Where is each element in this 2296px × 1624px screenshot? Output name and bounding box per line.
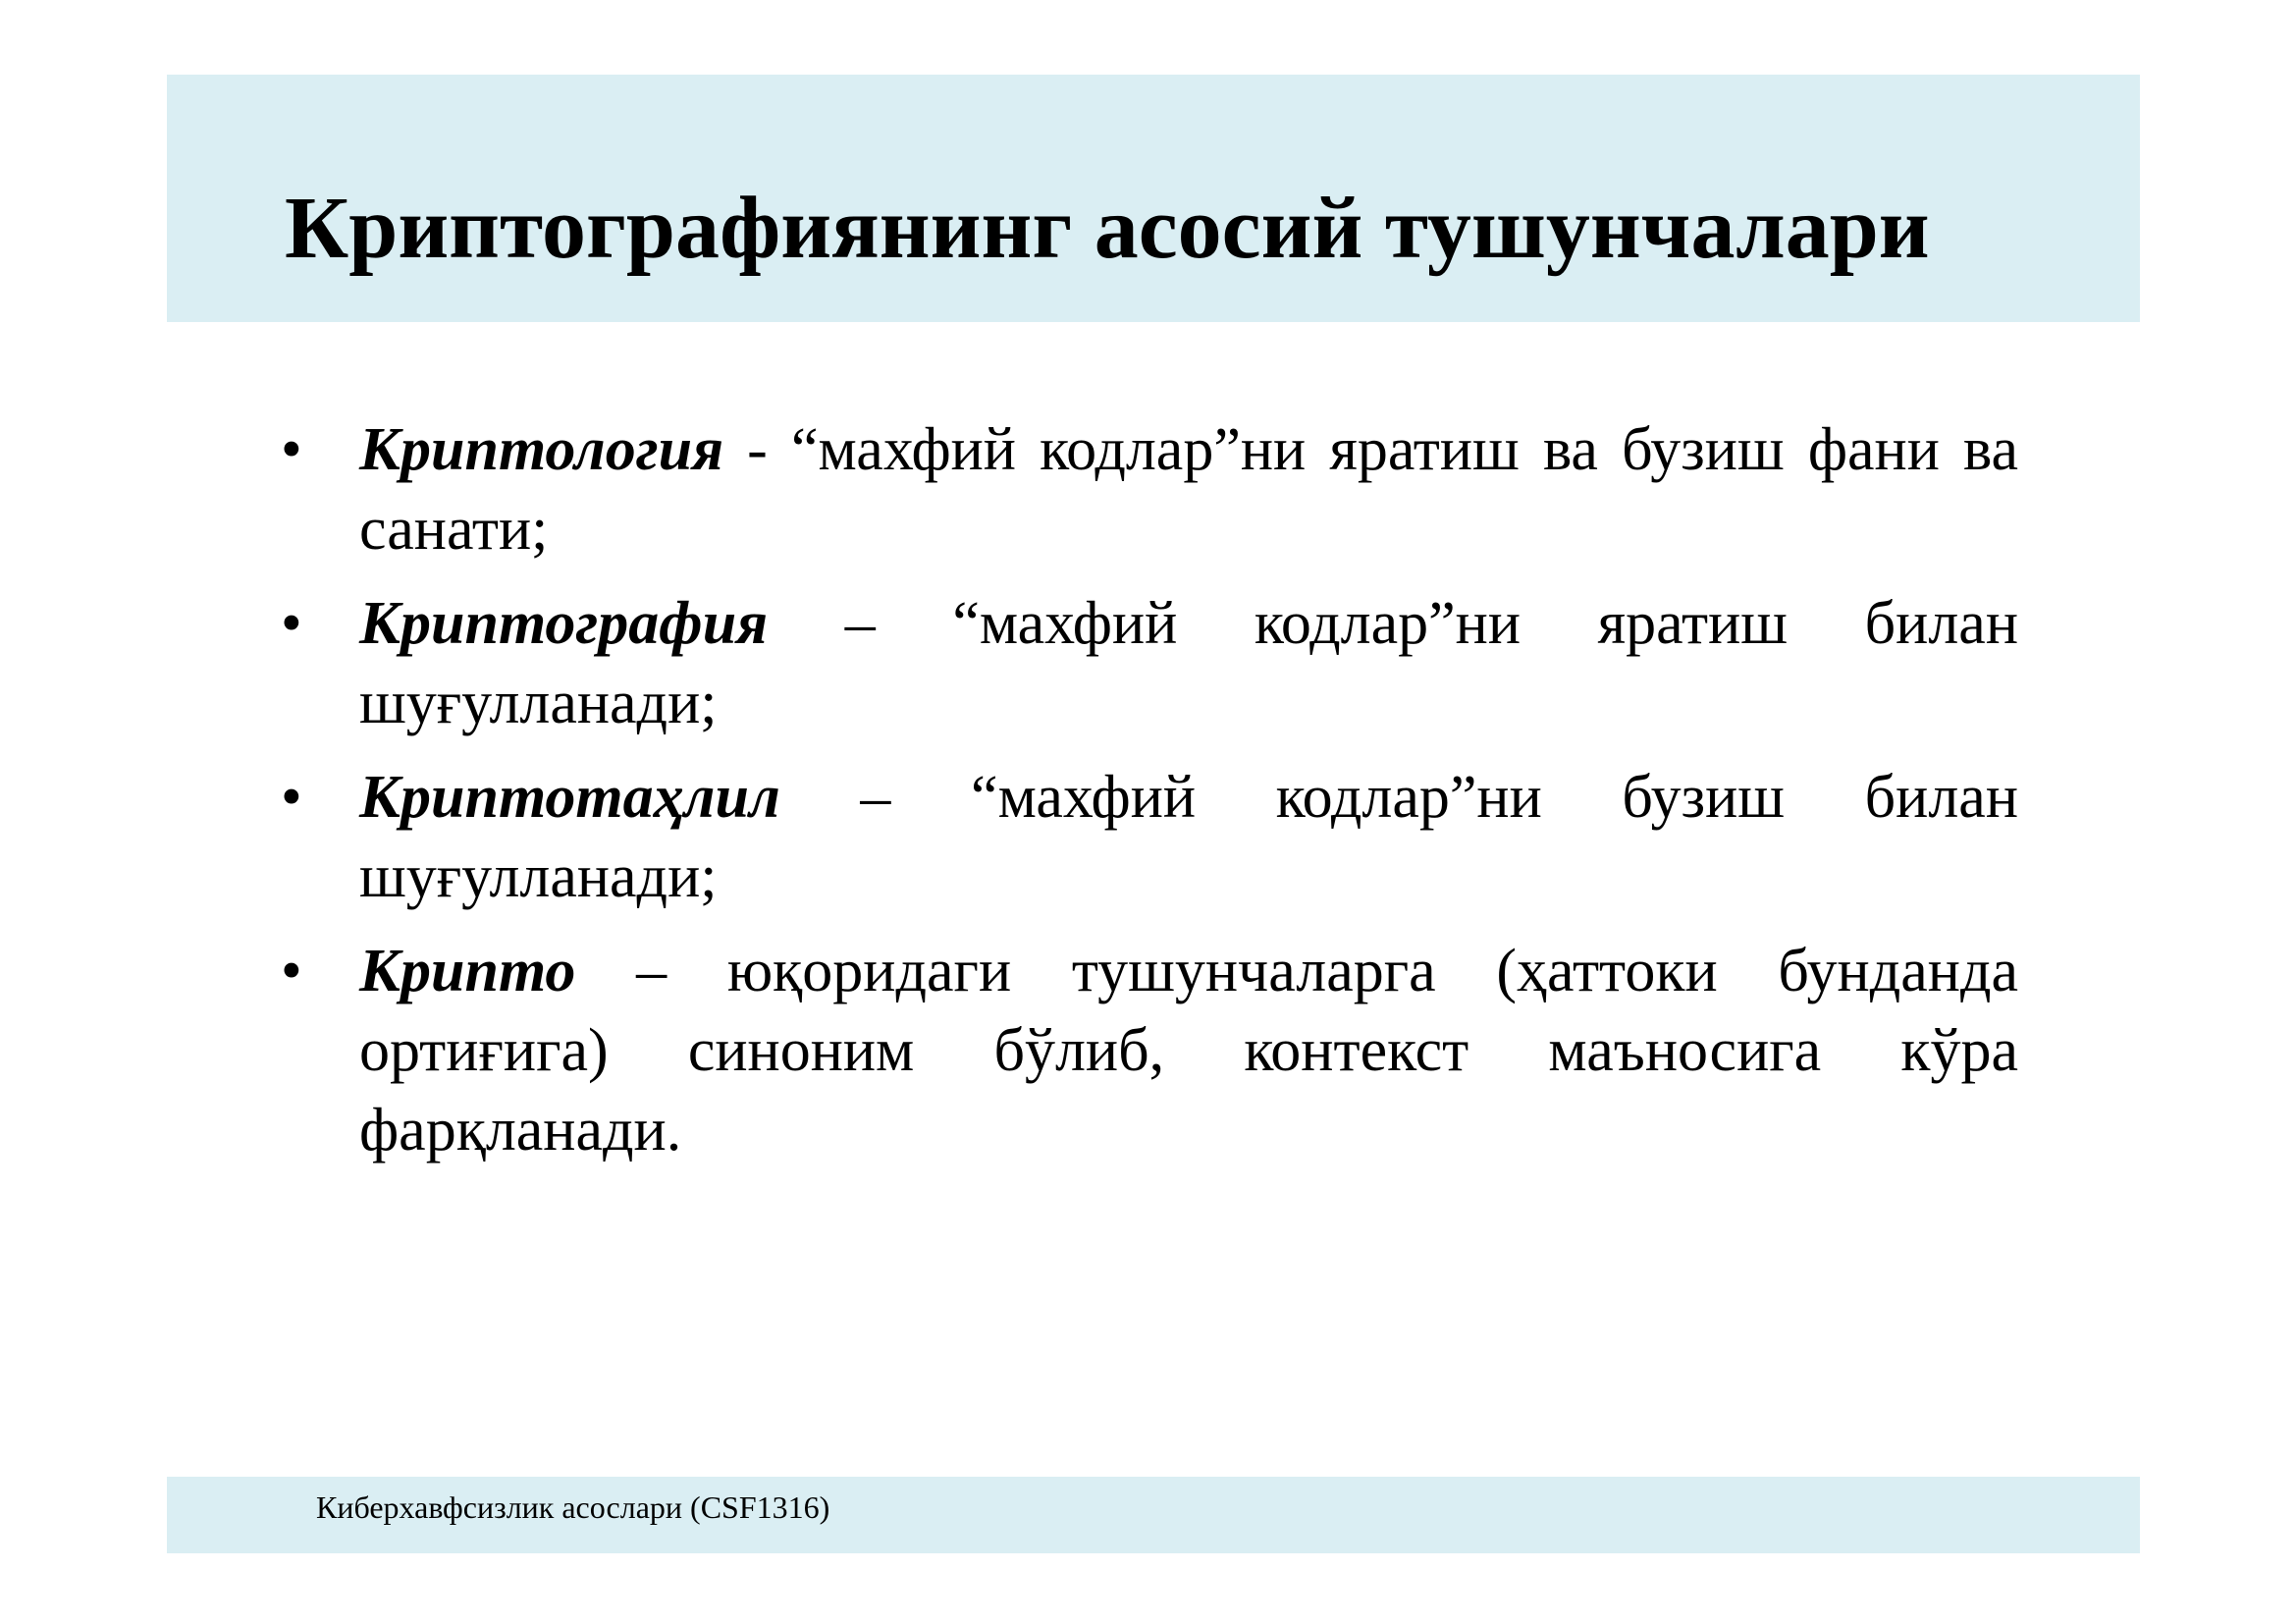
term-separator: – bbox=[575, 938, 727, 1004]
bullet-marker: • bbox=[281, 416, 302, 483]
bullet-marker: • bbox=[281, 764, 302, 831]
term-cryptology: Криптология bbox=[359, 416, 724, 483]
term-separator: – bbox=[779, 764, 972, 831]
bullet-item-crypto bbox=[281, 932, 2019, 1170]
bullet-marker: • bbox=[281, 590, 302, 657]
term-separator: – bbox=[768, 590, 953, 657]
term-cryptanalysis: Криптотаҳлил bbox=[359, 764, 780, 831]
term-crypto: Крипто bbox=[359, 938, 576, 1004]
bullet-item-cryptography bbox=[281, 584, 2018, 743]
footer-band bbox=[167, 1477, 2140, 1553]
definition-text: “махфий кодлар”ни яратиш ва бузиш фани ва санати; bbox=[359, 416, 2018, 563]
footer-course-label: Киберхавфсизлик асослари (CSF1316) bbox=[316, 1489, 830, 1525]
term-cryptography: Криптография bbox=[359, 590, 769, 657]
bullet-list bbox=[281, 410, 2019, 1185]
term-separator: - bbox=[723, 416, 791, 483]
title-band bbox=[167, 75, 2140, 322]
bullet-marker: • bbox=[281, 938, 302, 1004]
bullet-item-cryptology bbox=[281, 410, 2018, 569]
definition-text: “махфий кодлар”ни бузиш билан шуғулланади; bbox=[359, 764, 2019, 910]
slide-title: Криптографиянинг асосий тушунчалари bbox=[285, 180, 1930, 277]
definition-text: “махфий кодлар”ни яратиш билан шуғулланади; bbox=[359, 590, 2018, 736]
definition-text: юқоридаги тушунчаларга (ҳаттоки бунданда ортиғига) синоним бўлиб, контекст маъносига кўра фарқланади. bbox=[359, 938, 2019, 1164]
bullet-item-cryptanalysis bbox=[281, 758, 2019, 917]
